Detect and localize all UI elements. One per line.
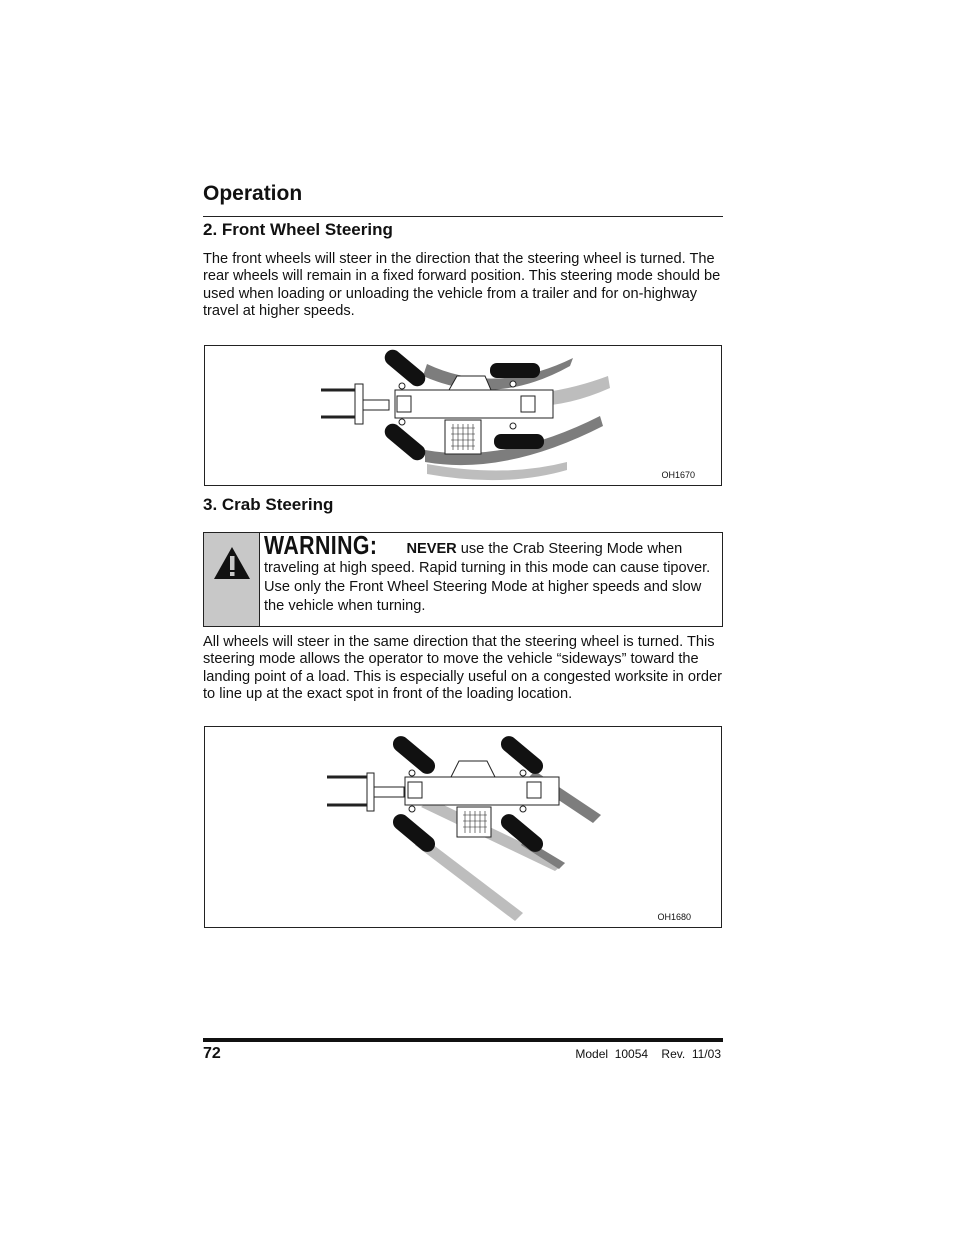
front-right-wheel: [390, 811, 439, 855]
front-steering-body: The front wheels will steer in the direction that the steering wheel is turned. The rear wheels will remain in a fixed forward position. This steering mode should be used when loading or unloading the vehicle from a trailer and for on-highway travel at higher speeds.: [203, 251, 721, 319]
axle-hub: [510, 423, 516, 429]
axle-hub: [510, 381, 516, 387]
chassis-part: [397, 396, 411, 412]
axle-hub: [520, 806, 526, 812]
front-steering-illustration: [205, 346, 721, 485]
carriage: [355, 384, 363, 424]
warning-triangle-icon: [213, 545, 251, 581]
chassis-part: [527, 782, 541, 798]
footer-model-revision: Model 10054 Rev. 11/03: [575, 1047, 721, 1061]
warning-box: [203, 532, 723, 627]
arc-path: [427, 462, 567, 480]
crab-steering-illustration: [205, 727, 721, 927]
warning-emphasis: NEVER: [406, 541, 457, 557]
engine-hood: [449, 376, 491, 390]
warning-title: WARNING:: [264, 530, 378, 560]
warning-body: use the Crab Steering Mode when traveling at high speed. Rapid turning in this mode can cause tipover. Use only the Front Wheel Steering Mode at higher speeds and slow the vehicle when turning.: [264, 541, 711, 614]
carriage: [367, 773, 374, 811]
figure-code: OH1670: [661, 470, 695, 480]
engine-hood: [451, 761, 495, 777]
cab: [457, 807, 491, 837]
footer-rule: [203, 1038, 723, 1042]
page-number: 72: [203, 1045, 221, 1062]
boom-tip: [374, 787, 404, 797]
crab-steering-heading: 3. Crab Steering: [203, 495, 334, 514]
boom-tip: [363, 400, 389, 410]
axle-hub: [409, 806, 415, 812]
crab-steering-figure: [204, 726, 722, 928]
warning-sidebar: [204, 533, 260, 626]
front-left-wheel: [381, 346, 428, 389]
chassis-part: [521, 396, 535, 412]
axle-hub: [399, 383, 405, 389]
figure-code: OH1680: [657, 912, 691, 922]
rear-left-wheel: [490, 363, 540, 378]
warning-text: [264, 530, 719, 616]
front-right-wheel: [381, 420, 428, 463]
front-steering-figure: [204, 345, 722, 486]
header-rule: [203, 216, 723, 217]
axle-hub: [520, 770, 526, 776]
axle-hub: [399, 419, 405, 425]
crab-steering-body: All wheels will steer in the same direction that the steering wheel is turned. This steering mode allows the operator to move the vehicle “sideways” toward the landing point of a load. This is especially useful on a congested worksite in order to line up at the exact spot in front of the loading location.: [203, 634, 722, 702]
axle-hub: [409, 770, 415, 776]
section-title: Operation: [203, 182, 303, 205]
rear-right-wheel: [494, 434, 544, 449]
chassis-part: [408, 782, 422, 798]
front-steering-heading: 2. Front Wheel Steering: [203, 220, 393, 239]
